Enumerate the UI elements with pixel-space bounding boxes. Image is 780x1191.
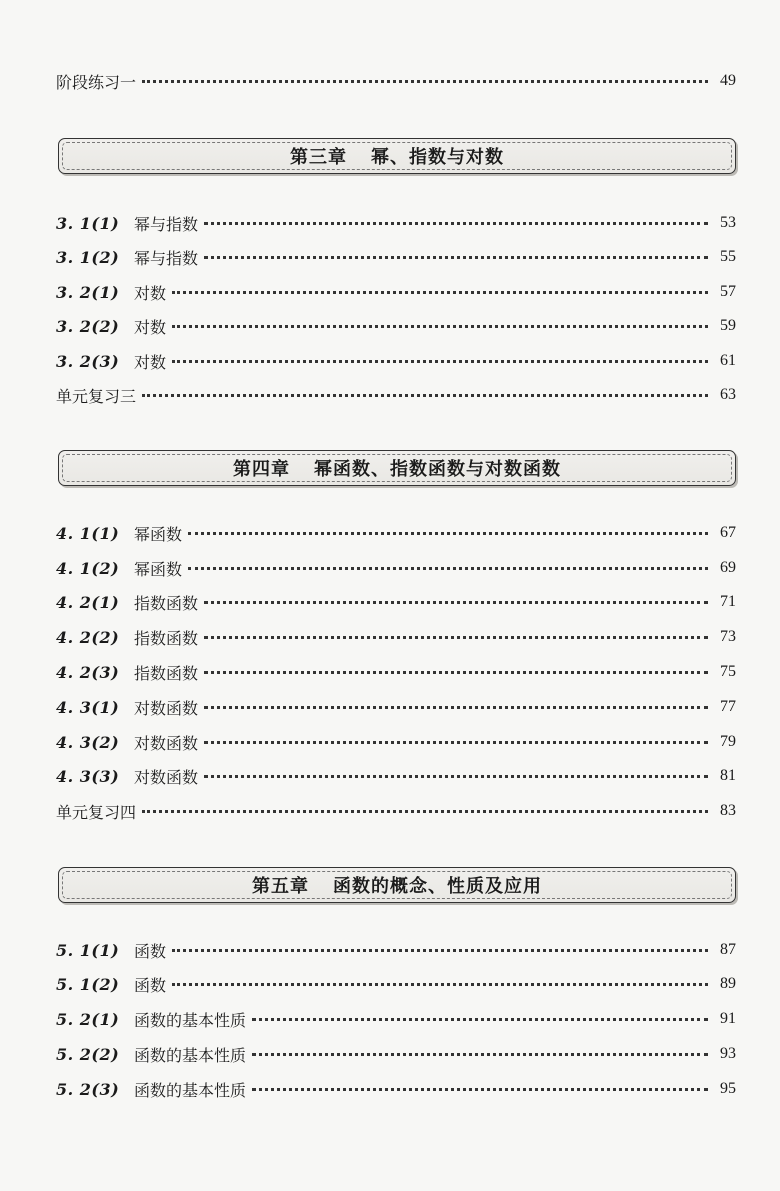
page-number: 91 — [720, 1010, 736, 1027]
toc-entry[interactable] — [56, 348, 736, 374]
section-title: 函数的基本性质 — [134, 1045, 247, 1065]
toc-entry[interactable] — [56, 659, 736, 685]
section-title: 对数 — [134, 317, 167, 337]
section-title: 函数的基本性质 — [134, 1010, 247, 1030]
dot-leader — [204, 252, 708, 259]
page-number: 75 — [720, 663, 736, 680]
page-number: 57 — [720, 283, 736, 300]
section-number: 5. 2(1) — [56, 1009, 120, 1029]
chapter-heading-5[interactable] — [58, 867, 736, 903]
section-number: 5. 2(2) — [56, 1044, 120, 1064]
dot-leader — [252, 1014, 708, 1021]
toc-entry[interactable] — [56, 313, 736, 339]
section-number: 4. 1(1) — [56, 523, 120, 543]
toc-entry[interactable] — [56, 729, 736, 755]
page-number: 63 — [720, 386, 736, 403]
dot-leader — [142, 806, 708, 813]
dot-leader — [204, 218, 708, 225]
chapter-label: 第五章 — [252, 876, 309, 897]
section-title: 对数 — [134, 352, 167, 372]
section-number: 4. 1(2) — [56, 558, 120, 578]
toc-entry[interactable] — [56, 971, 736, 997]
section-title: 幂函数 — [134, 559, 183, 579]
toc-entry[interactable] — [56, 589, 736, 615]
section-title: 对数函数 — [134, 733, 199, 753]
toc-entry[interactable] — [56, 1041, 736, 1067]
dot-leader — [204, 632, 708, 639]
page-number: 73 — [720, 628, 736, 645]
chapter-title: 函数的概念、性质及应用 — [333, 876, 542, 897]
page-number: 93 — [720, 1045, 736, 1062]
section-number: 4. 3(2) — [56, 732, 120, 752]
section-title: 对数 — [134, 283, 167, 303]
section-number: 5. 1(2) — [56, 974, 120, 994]
section-number: 4. 2(1) — [56, 592, 120, 612]
dot-leader — [204, 702, 708, 709]
toc-entry-unit-review[interactable] — [56, 382, 736, 408]
review-title: 单元复习四 — [56, 802, 137, 822]
toc-entry[interactable] — [56, 244, 736, 270]
toc-entry[interactable] — [56, 210, 736, 236]
section-number: 5. 2(3) — [56, 1079, 120, 1099]
section-title: 幂与指数 — [134, 214, 199, 234]
toc-entry[interactable] — [56, 520, 736, 546]
page-number: 59 — [720, 317, 736, 334]
toc-entry[interactable] — [56, 937, 736, 963]
dot-leader — [252, 1084, 708, 1091]
chapter-title: 幂、指数与对数 — [371, 147, 504, 168]
toc-entry[interactable] — [56, 694, 736, 720]
dot-leader — [142, 390, 708, 397]
dot-leader — [142, 76, 708, 83]
dot-leader — [172, 356, 708, 363]
section-title: 函数 — [134, 975, 167, 995]
section-title: 函数的基本性质 — [134, 1080, 247, 1100]
section-number: 3. 1(2) — [56, 247, 120, 267]
section-title: 指数函数 — [134, 663, 199, 683]
section-number: 4. 3(3) — [56, 766, 120, 786]
section-title: 指数函数 — [134, 593, 199, 613]
section-number: 3. 1(1) — [56, 213, 120, 233]
page-number: 61 — [720, 352, 736, 369]
page-number: 69 — [720, 559, 736, 576]
dot-leader — [172, 287, 708, 294]
chapter-title: 幂函数、指数函数与对数函数 — [314, 459, 561, 480]
section-title: 对数函数 — [134, 767, 199, 787]
dot-leader — [204, 771, 708, 778]
page-number: 83 — [720, 802, 736, 819]
section-number: 3. 2(2) — [56, 316, 120, 336]
dot-leader — [172, 979, 708, 986]
dot-leader — [204, 737, 708, 744]
page-number: 55 — [720, 248, 736, 265]
toc-entry[interactable] — [56, 763, 736, 789]
section-number: 4. 2(3) — [56, 662, 120, 682]
section-number: 5. 1(1) — [56, 940, 120, 960]
page-number: 89 — [720, 975, 736, 992]
page-number: 77 — [720, 698, 736, 715]
toc-entry-unit-review[interactable] — [56, 798, 736, 824]
section-title: 函数 — [134, 941, 167, 961]
page-number: 81 — [720, 767, 736, 784]
toc-entry[interactable] — [56, 279, 736, 305]
section-number: 4. 2(2) — [56, 627, 120, 647]
toc-entry-stage-practice[interactable] — [56, 68, 736, 94]
dot-leader — [188, 528, 708, 535]
section-title: 对数函数 — [134, 698, 199, 718]
page-number: 67 — [720, 524, 736, 541]
toc-entry[interactable] — [56, 1076, 736, 1102]
dot-leader — [172, 321, 708, 328]
page-number: 71 — [720, 593, 736, 610]
toc-entry[interactable] — [56, 624, 736, 650]
toc-entry[interactable] — [56, 555, 736, 581]
section-number: 3. 2(1) — [56, 282, 120, 302]
section-number: 4. 3(1) — [56, 697, 120, 717]
review-title: 单元复习三 — [56, 386, 137, 406]
dot-leader — [188, 563, 708, 570]
toc-entry[interactable] — [56, 1006, 736, 1032]
page-number: 95 — [720, 1080, 736, 1097]
entry-title: 阶段练习一 — [56, 72, 137, 92]
section-number: 3. 2(3) — [56, 351, 120, 371]
dot-leader — [172, 945, 708, 952]
chapter-label: 第三章 — [290, 147, 347, 168]
page-number: 53 — [720, 214, 736, 231]
section-title: 幂与指数 — [134, 248, 199, 268]
chapter-heading-3[interactable] — [58, 138, 736, 174]
page-number: 87 — [720, 941, 736, 958]
chapter-label: 第四章 — [233, 459, 290, 480]
chapter-heading-4[interactable] — [58, 450, 736, 486]
dot-leader — [204, 667, 708, 674]
page-number: 79 — [720, 733, 736, 750]
page-number: 49 — [720, 72, 736, 89]
section-title: 幂函数 — [134, 524, 183, 544]
dot-leader — [204, 597, 708, 604]
dot-leader — [252, 1049, 708, 1056]
section-title: 指数函数 — [134, 628, 199, 648]
